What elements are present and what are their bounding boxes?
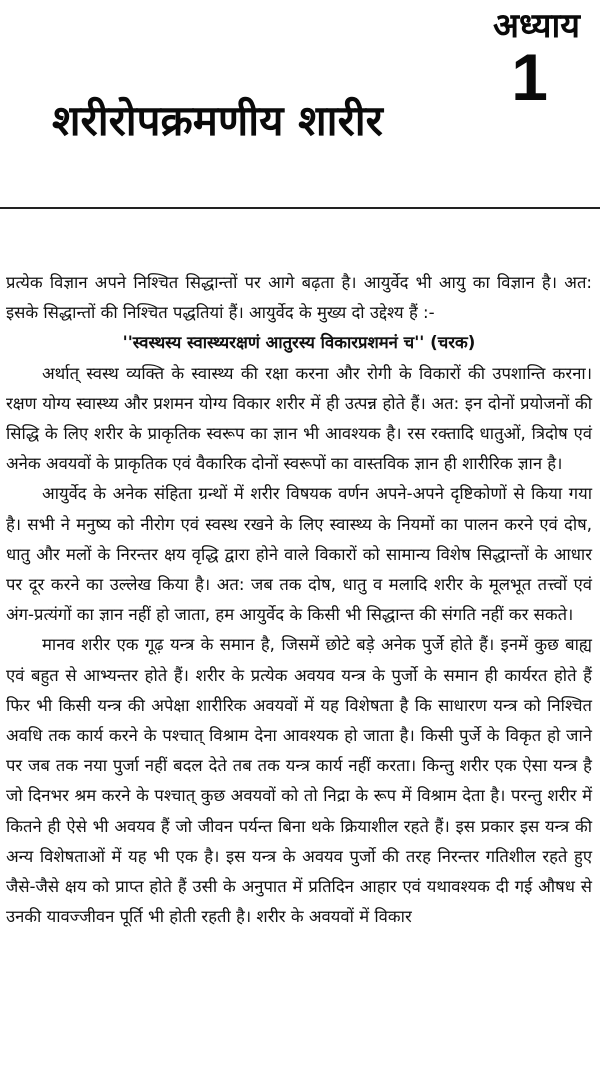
intro-paragraph: प्रत्येक विज्ञान अपने निश्चित सिद्धान्तों पर आगे बढ़ता है। आयुर्वेद भी आयु का विज्ञान है। अत: इसके सिद्धान्तों की निश्चित पद्धतियां हैं। आयुर्वेद के मुख्य दो उद्देश्य हैं :- [6,273,592,323]
chapter-label: अध्याय [492,6,580,46]
body-paragraph: मानव शरीर एक गूढ़ यन्त्र के समान है, जिसमें छोटे बड़े अनेक पुर्जे होते हैं। इनमें कुछ बाह्य एवं बहुत से आभ्यन्तर होते हैं। शरीर के प्रत्येक अवयव यन्त्र के पुर्जो के समान ही कार्यरत होते हैं फिर भी किसी यन्त्र की अपेक्षा शारीरिक अवयवों में यह विशेषता है कि साधारण यन्त्र को निश्चित अवधि तक कार्य करने के पश्चात् विश्राम देना आवश्यक हो जाता है। किसी पुर्जे के विकृत हो जाने पर जब तक नया पुर्जा नहीं बदल देते तब तक यन्त्र कार्य नहीं करता। किन्तु शरीर एक ऐसा यन्त्र है जो दिनभर श्रम करने के पश्चात् कुछ अवयवों को तो निद्रा के रूप में विश्राम देता है। परन्तु शरीर में कितने ही ऐसे भी अवयव हैं जो जीवन पर्यन्त बिना थके क्रियाशील रहते हैं। इस प्रकार इस यन्त्र की अन्य विशेषताओं में यह भी एक है। इस यन्त्र के अवयव पुर्जो की तरह निरन्तर गतिशील रहते हुए जैसे-जैसे क्षय को प्राप्त होते हैं उसी के अनुपात में प्रतिदिन आहार एवं यथावश्यक दी गई औषध से उनकी यावज्जीवन पूर्ति भी होती रहती है। शरीर के अवयवों में विकार [6,635,592,927]
body-paragraph: आयुर्वेद के अनेक संहिता ग्रन्थों में शरीर विषयक वर्णन अपने-अपने दृष्टिकोणों से किया गया है। सभी ने मनुष्य को नीरोग एवं स्वस्थ रखने के लिए स्वास्थ्य के नियमों का पालन करने एवं दोष, धातु और मलों के निरन्तर क्षय वृद्धि द्वारा होने वाले विकारों को सामान्य विशेष सिद्धान्तों के आधार पर दूर करने का उल्लेख किया है। अत: जब तक दोष, धातु व मलादि शरीर के मूलभूत तत्त्वों एवं अंग-प्रत्यंगों का ज्ञान नहीं हो जाता, हम आयुर्वेद के किसी भी सिद्धान्त की संगति नहीं कर सकते। [6,484,592,625]
chapter-number: 1 [511,40,548,114]
chapter-title: शरीरोपक्रमणीय शारीर [52,96,383,145]
chapter-body [6,268,592,932]
body-paragraph: अर्थात् स्वस्थ व्यक्ति के स्वास्थ्य की रक्षा करना और रोगी के विकारों की उपशान्ति करना। रक्षण योग्य स्वास्थ्य और प्रशमन योग्य विकार शरीर में ही उत्पन्न होते हैं। अत: इन दोनों प्रयोजनों की सिद्धि के लिए शरीर के प्राकृतिक स्वरूप का ज्ञान भी आवश्यक है। रस रक्तादि धातुओं, त्रिदोष एवं अनेक अवयवों के प्राकृतिक एवं वैकारिक दोनों स्वरूपों का वास्तविक ज्ञान ही शारीरिक ज्ञान है। [6,363,592,474]
quote-line: ''स्वस्थस्य स्वास्थ्यरक्षणं आतुरस्य विकारप्रशमनं च'' (चरक) [122,333,476,353]
header-divider [0,207,600,209]
